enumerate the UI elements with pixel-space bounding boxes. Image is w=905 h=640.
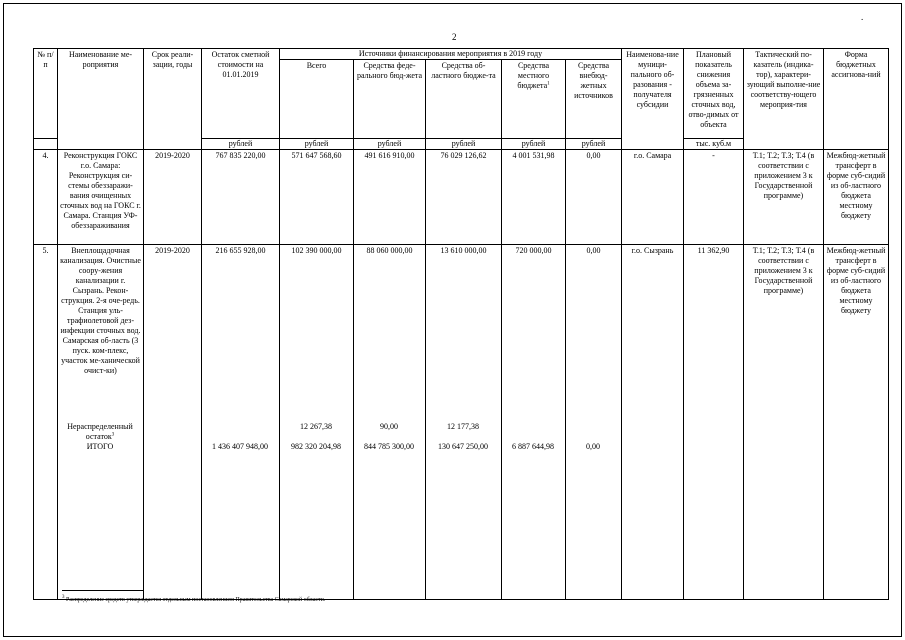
row-balance: 767 835 220,00 xyxy=(202,150,280,245)
header-local-text: Средства местного бюджета xyxy=(517,61,550,90)
row-term: 2019-2020 xyxy=(144,245,202,600)
units-planned: тыс. куб.м xyxy=(684,139,744,150)
row-name: Реконструкция ГОКС г.о. Самара: Реконструкция си-стемы обеззаражи-вания очищенных сточных вод на ГОКС г. Самара. Станция УФ-обеззараживания xyxy=(58,150,144,245)
itogo-federal: 844 785 300,00 xyxy=(364,442,414,451)
itogo-label: ИТОГО xyxy=(86,442,114,451)
row-local: 4 001 531,98 xyxy=(502,150,566,245)
header-local-sup: 1 xyxy=(547,81,550,87)
header-balance: Остаток сметной стоимости на 01.01.2019 xyxy=(202,49,280,139)
itogo-balance: 1 436 407 948,00 xyxy=(212,442,268,451)
row-offbudget: 0,00 xyxy=(566,245,622,600)
scan-speck: . xyxy=(861,12,864,22)
header-num: № п/п xyxy=(34,49,58,139)
units-total: рублей xyxy=(280,139,354,150)
row-total: 571 647 568,60 xyxy=(280,150,354,245)
page-number: 2 xyxy=(452,32,457,42)
row-tactical: Т.1; Т.2; Т.3; Т.4 (в соответствии с приложением 3 к Государственной программе) xyxy=(744,150,824,245)
header-planned: Плановый показатель снижения объема за-грязненных сточных вод, отво-димых от объекта xyxy=(684,49,744,139)
itogo-offbudget: 0,00 xyxy=(586,442,600,451)
header-offbudget: Средства внебюд-жетных источников xyxy=(566,60,622,139)
unallocated-federal: 90,00 xyxy=(380,422,398,431)
row-form: Межбюд-жетный трансферт в форме суб-сидий из об-ластного бюджета местному бюджету xyxy=(824,150,889,245)
units-offbudget: рублей xyxy=(566,139,622,150)
header-regional: Средства об-ластного бюдже-та xyxy=(426,60,502,139)
table-row xyxy=(34,150,889,245)
header-name: Наименование ме-роприятия xyxy=(58,49,144,150)
row-num: 5. xyxy=(34,245,58,600)
footnote xyxy=(62,597,325,603)
row-total: 102 390 000,00 xyxy=(280,245,354,600)
header-term: Срок реали-зации, годы xyxy=(144,49,202,150)
row-federal: 88 060 000,00 xyxy=(354,245,426,600)
row-num: 4. xyxy=(34,150,58,245)
header-tactical: Тактический по-казатель (индика-тор), характери-зующий выполне-ние соответству-ющего мероприя-тия xyxy=(744,49,824,150)
row-tactical: Т.1; Т.2; Т.3; Т.4 (в соответствии с приложением 3 к Государственной программе) xyxy=(744,245,824,600)
row-name: Внеплощадочная канализация. Очистные соору-жения канализации г. Сызрань. Рекон-струкция. 2-я оче-редь. Станция уль-трафиолетовой дез-инфекции сточных вод. Самарская об-ласть (3 пуск. ком-плекс, участок ме-ханической очист-ки) xyxy=(58,245,144,600)
header-local xyxy=(502,60,566,139)
row-planned: - xyxy=(684,150,744,245)
footnote-sup: 3 xyxy=(62,595,65,600)
unallocated-label-sup: 3 xyxy=(111,432,115,438)
financing-table xyxy=(33,48,889,600)
unallocated-label xyxy=(57,422,143,442)
unallocated-total: 12 267,38 xyxy=(300,422,332,431)
row-federal: 491 616 910,00 xyxy=(354,150,426,245)
header-recipient: Наименова-ние муници-пального об-разования - получателя субсидии xyxy=(622,49,684,150)
header-form: Форма бюджетных ассигнова-ний xyxy=(824,49,889,150)
header-row-1 xyxy=(34,49,889,60)
row-recipient: г.о. Самара xyxy=(622,150,684,245)
header-total: Всего xyxy=(280,60,354,139)
row-term: 2019-2020 xyxy=(144,150,202,245)
units-regional: рублей xyxy=(426,139,502,150)
units-federal: рублей xyxy=(354,139,426,150)
footnote-divider xyxy=(62,590,144,591)
header-sources: Источники финансирования мероприятия в 2019 году xyxy=(280,49,622,60)
itogo-local: 6 887 644,98 xyxy=(512,442,554,451)
row-regional: 76 029 126,62 xyxy=(426,150,502,245)
units-num xyxy=(34,139,58,150)
unallocated-regional: 12 177,38 xyxy=(447,422,479,431)
unallocated-label-text: Нераспределенный остаток xyxy=(67,422,133,441)
row-planned: 11 362,90 xyxy=(684,245,744,600)
row-offbudget: 0,00 xyxy=(566,150,622,245)
header-federal: Средства феде-рального бюд-жета xyxy=(354,60,426,139)
units-local: рублей xyxy=(502,139,566,150)
row-local: 720 000,00 xyxy=(502,245,566,600)
itogo-total: 982 320 204,98 xyxy=(291,442,341,451)
row-recipient: г.о. Сызрань xyxy=(622,245,684,600)
units-balance: рублей xyxy=(202,139,280,150)
row-balance: 216 655 928,00 xyxy=(202,245,280,600)
row-regional: 13 610 000,00 xyxy=(426,245,502,600)
footnote-text: Распределение средств утверждается отдельным постановлением Правительства Самарской области. xyxy=(66,597,326,603)
row-form: Межбюд-жетный трансферт в форме суб-сидий из об-ластного бюджета местному бюджету xyxy=(824,245,889,600)
itogo-regional: 130 647 250,00 xyxy=(438,442,488,451)
